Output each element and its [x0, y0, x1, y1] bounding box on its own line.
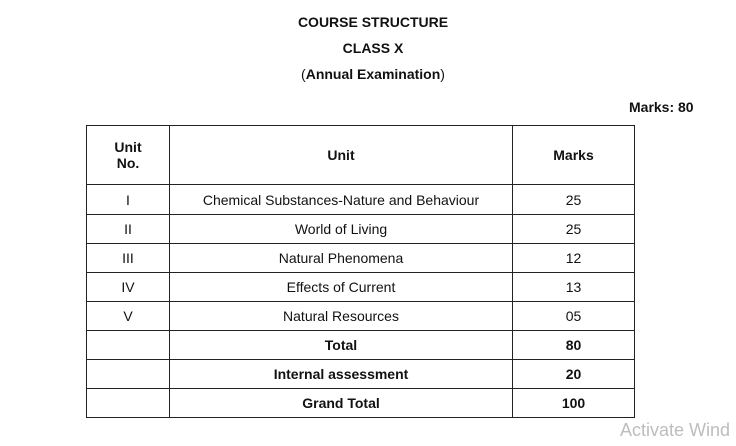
grand-total-label: Grand Total — [170, 389, 513, 418]
total-marks-label: Marks: 80 — [629, 99, 694, 115]
table-row — [87, 244, 635, 273]
unit-no-cell: II — [87, 215, 170, 244]
total-row — [87, 331, 635, 360]
grand-total-row — [87, 389, 635, 418]
header-unit: Unit — [170, 126, 513, 185]
table-header-row — [87, 126, 635, 185]
exam-type: (Annual Examination) — [301, 66, 445, 82]
internal-assessment-label: Internal assessment — [170, 360, 513, 389]
unit-no-cell: IV — [87, 273, 170, 302]
internal-assessment-marks: 20 — [513, 360, 635, 389]
header-unit-no-line2: No. — [116, 155, 140, 171]
page-title: COURSE STRUCTURE — [297, 14, 449, 30]
unit-name-cell: Effects of Current — [170, 273, 513, 302]
table-row — [87, 302, 635, 331]
header-marks: Marks — [513, 126, 635, 185]
table-row — [87, 185, 635, 215]
header-unit-no — [87, 126, 170, 185]
unit-no-cell: V — [87, 302, 170, 331]
unit-name-cell: Natural Resources — [170, 302, 513, 331]
marks-cell: 13 — [513, 273, 635, 302]
table-row — [87, 273, 635, 302]
header-unit-no-line1: Unit — [114, 139, 142, 155]
total-label: Total — [170, 331, 513, 360]
exam-type-text: Annual Examination — [305, 66, 441, 82]
unit-name-cell: Chemical Substances-Nature and Behaviour — [170, 185, 513, 215]
empty-cell — [87, 360, 170, 389]
marks-cell: 12 — [513, 244, 635, 273]
internal-assessment-row — [87, 360, 635, 389]
unit-no-cell: I — [87, 185, 170, 215]
activation-watermark: Activate Wind — [620, 420, 731, 440]
empty-cell — [87, 389, 170, 418]
table-row — [87, 215, 635, 244]
grand-total-marks: 100 — [513, 389, 635, 418]
unit-name-cell: Natural Phenomena — [170, 244, 513, 273]
unit-no-cell: III — [87, 244, 170, 273]
marks-cell: 25 — [513, 185, 635, 215]
marks-cell: 05 — [513, 302, 635, 331]
unit-name-cell: World of Living — [170, 215, 513, 244]
marks-cell: 25 — [513, 215, 635, 244]
class-subtitle: CLASS X — [342, 40, 404, 56]
course-structure-table — [86, 125, 635, 418]
empty-cell — [87, 331, 170, 360]
total-marks: 80 — [513, 331, 635, 360]
